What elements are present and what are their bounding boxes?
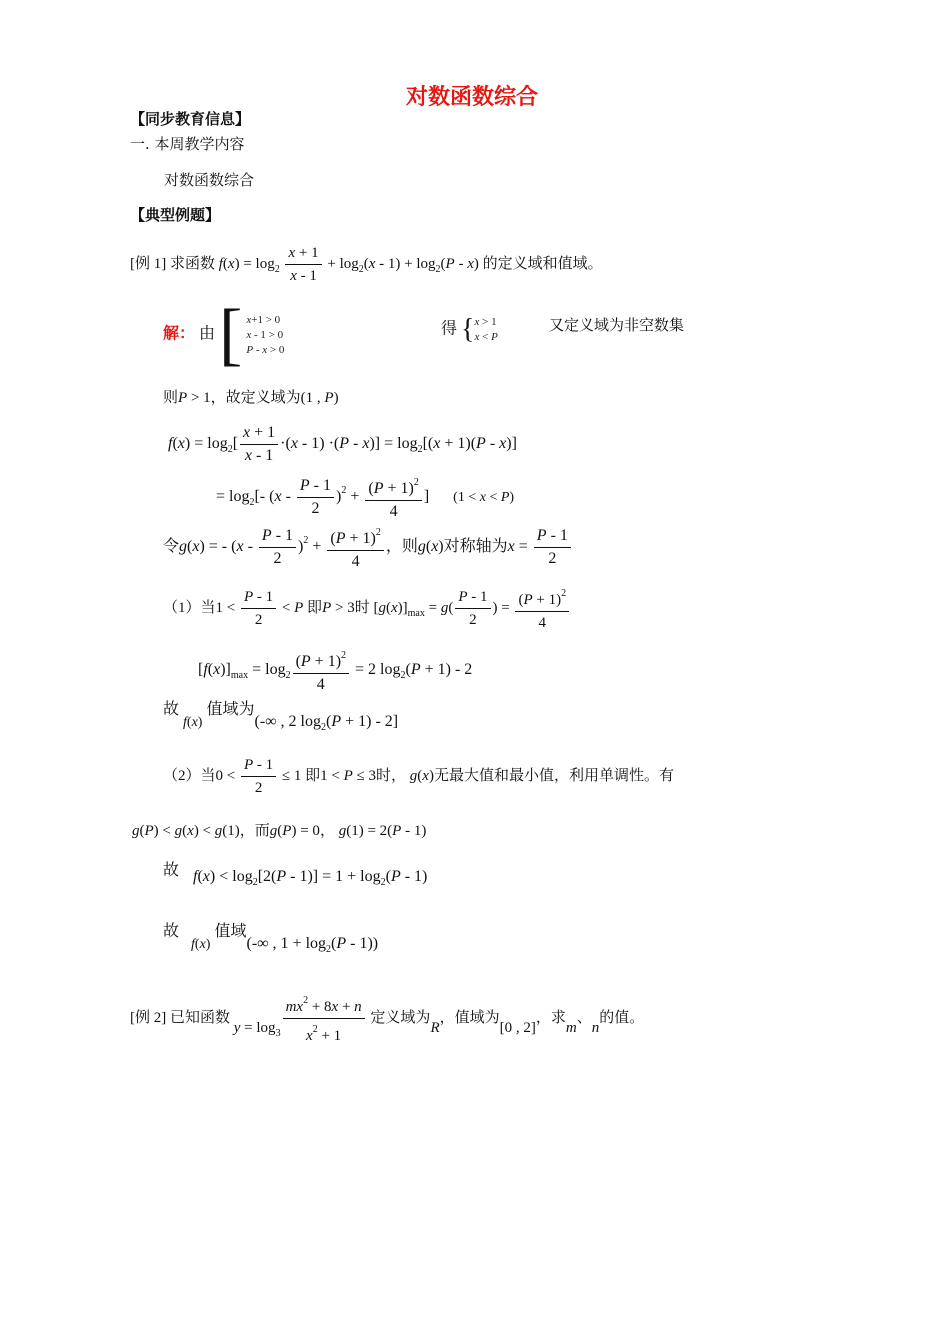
- example-1-label: [例 1] 求函数: [130, 255, 215, 272]
- solution-by: 由: [199, 325, 216, 343]
- page-title: 对数函数综合: [406, 85, 539, 110]
- range-case-1-line: 故 f(x) 值域为(-∞ , 2 $\log_2(P + 1) - 2$]: [163, 701, 399, 733]
- item-weekly-content: 一. 本周教学内容: [130, 135, 245, 153]
- solution-get: 得 {x > 1 x < P: [441, 314, 498, 345]
- example-2-label: [例 2] 已知函数: [130, 1009, 230, 1026]
- gu-word-1: 故: [163, 862, 180, 879]
- content-topic: 对数函数综合: [164, 171, 255, 189]
- section-header-examples: 【典型例题】: [130, 206, 221, 224]
- case-2-line: （2）当0 < $\frac{P - 1}{2}$ ≤ 1 即1 < P ≤ 3时， g(x)无最大值和最小值，利用单调性。有: [163, 754, 674, 799]
- range-case-2-line: 故 f(x) 值域(-∞ , $1 + \log_2(P - 1)$): [163, 923, 379, 955]
- solution-label: 解：: [163, 325, 196, 343]
- domain-text: ，故定义域为: [210, 390, 301, 406]
- monotonic-line: g(P) < g(x) < g(1)，而g(P) = 0， g(1) = 2(P - 1): [132, 823, 427, 839]
- solution-line: 解： 由 [ x+1 > 0 x - 1 > 0 P - x > 0: [163, 296, 285, 373]
- fraction: $\frac{x + 1}{x - 1}$: [285, 242, 321, 287]
- example-1-tail: 的定义域和值域。: [482, 255, 603, 272]
- inequality-system: x+1 > 0 x - 1 > 0 P - x > 0: [246, 313, 285, 356]
- f-complete-square-line: = $\log_2[-$ (x - $\frac{P - 1}{2}$ )$^2$ + $\frac{(P + 1)^2}{4}$ ] (1 < x < P): [216, 472, 514, 523]
- domain-line: 则P > 1，故定义域为(1 , P): [163, 390, 339, 406]
- f-max-line: $[f(x)]_{max} = \log_2$ $\frac{(P + 1)^2}{4}$ = 2 $\log_2(P + 1) - 2$: [198, 645, 472, 696]
- solution-nonempty: 又定义域为非空数集: [549, 316, 685, 334]
- section-header-sync: 【同步教育信息】: [130, 110, 251, 128]
- f-bound-line: $f(x) < \log_2[2(P - 1)] = 1 + \log_2(P - 1)$: [193, 868, 428, 888]
- f-rewrite-line: $f(x) = \log_2$[ $\frac{x + 1}{x - 1}$ $\cdot(x - 1) \cdot(P - x)] = \log_2[(x + 1)(P - x)]$: [168, 424, 517, 464]
- g-definition-line: 令g(x) = - (x - $\frac{P - 1}{2}$ )$^2$ + $\frac{(P + 1)^2}{4}$ ，则g(x)对称轴为x = $\frac{P - 1}{2}$: [163, 522, 573, 573]
- then-word: 则: [163, 390, 179, 406]
- example-1-statement: [例 1] 求函数 $f(x) = \log_2$ $\frac{x + 1}{x - 1}$ + $\log_2(x - 1) + \log_2(P - x)$ 的定义域和值域。: [130, 242, 603, 287]
- example-2-statement: [例 2] 已知函数 $y = \log_3$ $\frac{mx^2 + 8x + n}{x^2 + 1}$ 定义域为R，值域为[0 , 2]，求m、n的值。: [130, 990, 644, 1047]
- case-1-line: （1）当1 < $\frac{P - 1}{2}$ < P 即P > 3时 $[g(x)]_{max} = g$( $\frac{P - 1}{2}$ ) = $\frac{(P + 1)^2}{4}$: [163, 583, 571, 634]
